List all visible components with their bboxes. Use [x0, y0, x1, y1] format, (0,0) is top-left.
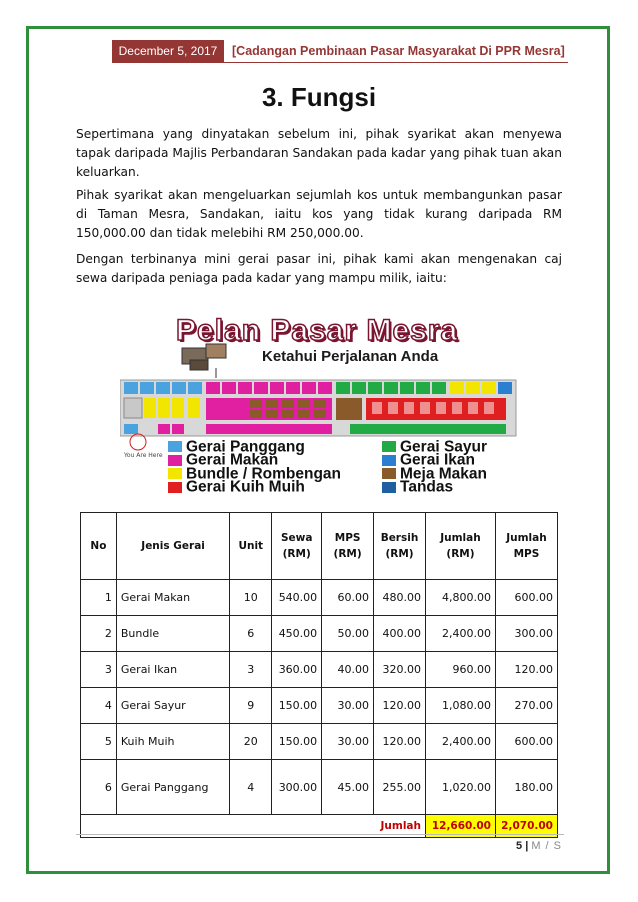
cell: 180.00	[495, 760, 557, 815]
cell: Gerai Ikan	[116, 652, 229, 688]
cell: Gerai Makan	[116, 580, 229, 616]
cell: Bundle	[116, 616, 229, 652]
table-header-row	[81, 513, 558, 580]
cell: 5	[81, 724, 117, 760]
section-heading: 3. Fungsi	[261, 82, 377, 112]
footer-rule	[76, 834, 564, 835]
table-row	[81, 580, 558, 616]
cell: 1	[81, 580, 117, 616]
paragraph-2: Pihak syarikat akan mengeluarkan sejumlah kos untuk membangunkan pasar di Taman Mesra, Sandakan, iaitu kos yang tidak kurang daripada RM 150,000.00 dan tidak melebihi RM 250,000.00.	[76, 188, 562, 240]
rent-table	[80, 512, 558, 838]
table-row	[81, 652, 558, 688]
table-row	[81, 616, 558, 652]
cell: 6	[230, 616, 272, 652]
cell: 360.00	[272, 652, 322, 688]
cell: 600.00	[495, 724, 557, 760]
legend-left	[168, 440, 341, 494]
stalls-top-row	[124, 382, 512, 394]
cell: 6	[81, 760, 117, 815]
cell: 9	[230, 688, 272, 724]
cell: 4	[81, 688, 117, 724]
cell: 4,800.00	[425, 580, 495, 616]
legend-item: Bundle / Rombengan	[168, 467, 341, 480]
legend-item: Gerai Makan	[168, 453, 341, 466]
table-row	[81, 688, 558, 724]
paragraph-3: Dengan terbinanya mini gerai pasar ini, pihak kami akan mengenakan caj sewa daripada peniaga pada kadar yang mampu milik, iaitu:	[76, 252, 562, 285]
header-rule	[112, 62, 568, 63]
cell: 480.00	[374, 580, 426, 616]
legend-right	[382, 440, 487, 494]
cell: 255.00	[374, 760, 426, 815]
cell: Gerai Panggang	[116, 760, 229, 815]
cell: 120.00	[495, 652, 557, 688]
cell: 1,080.00	[425, 688, 495, 724]
stalls-middle-row	[124, 398, 506, 420]
cell: 450.00	[272, 616, 322, 652]
market-plan-image	[120, 308, 520, 494]
swatch-icon	[382, 468, 396, 479]
header-sewa: Sewa (RM)	[272, 513, 322, 580]
cell: 270.00	[495, 688, 557, 724]
cell: 540.00	[272, 580, 322, 616]
header-date: December 5, 2017	[112, 40, 224, 62]
cell: 2,400.00	[425, 616, 495, 652]
swatch-icon	[168, 441, 182, 452]
legend-item: Tandas	[382, 480, 487, 493]
header-jumlah-mps: Jumlah MPS	[495, 513, 557, 580]
cell: 30.00	[322, 724, 374, 760]
total-label: Jumlah	[81, 815, 426, 838]
map-subtitle: Ketahui Perjalanan Anda	[262, 348, 439, 365]
building-icon	[182, 344, 226, 378]
header-mps: MPS (RM)	[322, 513, 374, 580]
total-mps: 2,070.00	[495, 815, 557, 838]
swatch-icon	[382, 441, 396, 452]
swatch-icon	[382, 482, 396, 493]
footer-initials: M / S	[531, 840, 562, 852]
page-footer	[516, 840, 562, 852]
header-jumlah: Jumlah (RM)	[425, 513, 495, 580]
swatch-icon	[382, 455, 396, 466]
cell: 40.00	[322, 652, 374, 688]
cell: 1,020.00	[425, 760, 495, 815]
cell: 320.00	[374, 652, 426, 688]
total-jumlah: 12,660.00	[425, 815, 495, 838]
legend-item: Gerai Ikan	[382, 453, 487, 466]
header-no: No	[81, 513, 117, 580]
header-bersih: Bersih (RM)	[374, 513, 426, 580]
you-are-here-label: You Are Here	[124, 452, 163, 459]
cell: 10	[230, 580, 272, 616]
cell: 400.00	[374, 616, 426, 652]
cell: 300.00	[272, 760, 322, 815]
swatch-icon	[168, 455, 182, 466]
cell: 120.00	[374, 688, 426, 724]
swatch-icon	[168, 468, 182, 479]
cell: Kuih Muih	[116, 724, 229, 760]
cell: 960.00	[425, 652, 495, 688]
cell: 4	[230, 760, 272, 815]
cell: 300.00	[495, 616, 557, 652]
cell: 3	[230, 652, 272, 688]
footer-separator: |	[525, 840, 529, 852]
legend-item: Gerai Panggang	[168, 440, 341, 453]
cell: 45.00	[322, 760, 374, 815]
table-row	[81, 760, 558, 815]
cell: 150.00	[272, 724, 322, 760]
cell: 50.00	[322, 616, 374, 652]
header-title: [Cadangan Pembinaan Pasar Masyarakat Di PPR Mesra]	[232, 44, 565, 58]
header-jenis-gerai: Jenis Gerai	[116, 513, 229, 580]
cell: 60.00	[322, 580, 374, 616]
legend-item: Gerai Sayur	[382, 440, 487, 453]
swatch-icon	[168, 482, 182, 493]
cell: 120.00	[374, 724, 426, 760]
cell: 20	[230, 724, 272, 760]
cell: 150.00	[272, 688, 322, 724]
cell: 30.00	[322, 688, 374, 724]
stalls-bottom-row	[124, 424, 506, 434]
cell: 2	[81, 616, 117, 652]
legend-item: Gerai Kuih Muih	[168, 480, 341, 493]
cell: Gerai Sayur	[116, 688, 229, 724]
map-title: Pelan Pasar Mesra	[176, 314, 459, 347]
header-unit: Unit	[230, 513, 272, 580]
paragraph-1: Sepertimana yang dinyatakan sebelum ini, pihak syarikat akan menyewa tapak daripada Majlis Perbandaran Sandakan pada kadar yang pihak tuan akan keluarkan.	[76, 127, 562, 179]
cell: 3	[81, 652, 117, 688]
table-row	[81, 724, 558, 760]
cell: 600.00	[495, 580, 557, 616]
page-number: 5	[516, 840, 523, 852]
cell: 2,400.00	[425, 724, 495, 760]
legend-item: Meja Makan	[382, 467, 487, 480]
